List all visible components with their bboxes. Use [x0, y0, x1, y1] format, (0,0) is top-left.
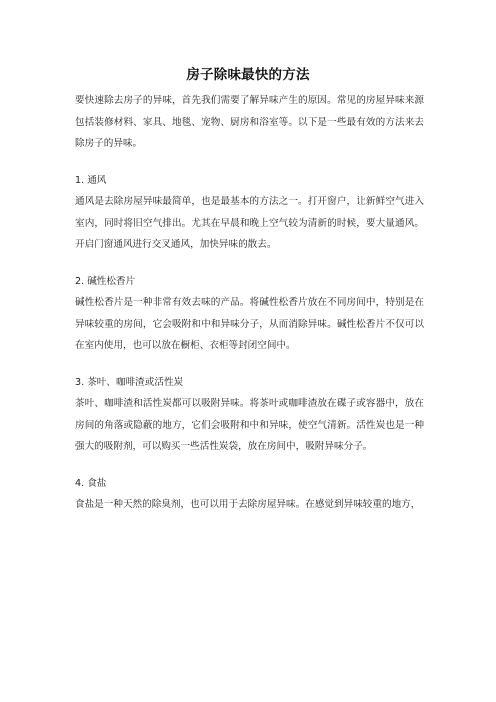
spacer	[75, 155, 424, 170]
document-title: 房子除味最快的方法	[186, 67, 310, 83]
spacer	[75, 458, 424, 473]
intro-paragraph: 要快速除去房子的异味，首先我们需要了解异味产生的原因。常见的房屋异味来源包括装修材料、家具、地毯、宠物、厨房和浴室等。以下是一些最有效的方法来去除房子的异味。	[75, 95, 424, 149]
section-body-tea-coffee-charcoal: 茶叶、咖啡渣和活性炭都可以吸附异味。将茶叶或咖啡渣放在碟子或容器中，放在房间的角落或隐蔽的地方，它们会吸附和中和异味，使空气清新。活性炭也是一种强大的吸附剂，可以购买一些活性炭袋，放在房间中，吸附异味分子。	[75, 398, 424, 452]
section-body-rosin-tablets: 碱性松香片是一种非常有效去味的产品。将碱性松香片放在不同房间中，特别是在异味较重的房间，它会吸附和中和异味分子，从而消除异味。碱性松香片不仅可以在室内使用，也可以放在橱柜、衣柜等封闭空间中。	[75, 297, 424, 351]
section-heading-salt: 4. 食盐	[75, 477, 107, 489]
section-heading-tea-coffee-charcoal: 3. 茶叶、咖啡渣或活性炭	[75, 376, 184, 388]
document-body	[75, 90, 424, 516]
section-heading-rosin-tablets: 2. 碱性松香片	[75, 275, 136, 287]
section-body-ventilation: 通风是去除房屋异味最简单，也是最基本的方法之一。打开窗户，让新鲜空气进入室内，同时将旧空气排出。尤其在早晨和晚上空气较为清新的时候，要大量通风。开启门窗通风进行交叉通风，加快异味的散去。	[75, 196, 424, 250]
section-heading-ventilation: 1. 通风	[75, 174, 107, 186]
section-body-salt: 食盐是一种天然的除臭剂，也可以用于去除房屋异味。在感觉到异味较重的地方，	[75, 499, 421, 510]
spacer	[75, 256, 424, 271]
spacer	[75, 357, 424, 372]
